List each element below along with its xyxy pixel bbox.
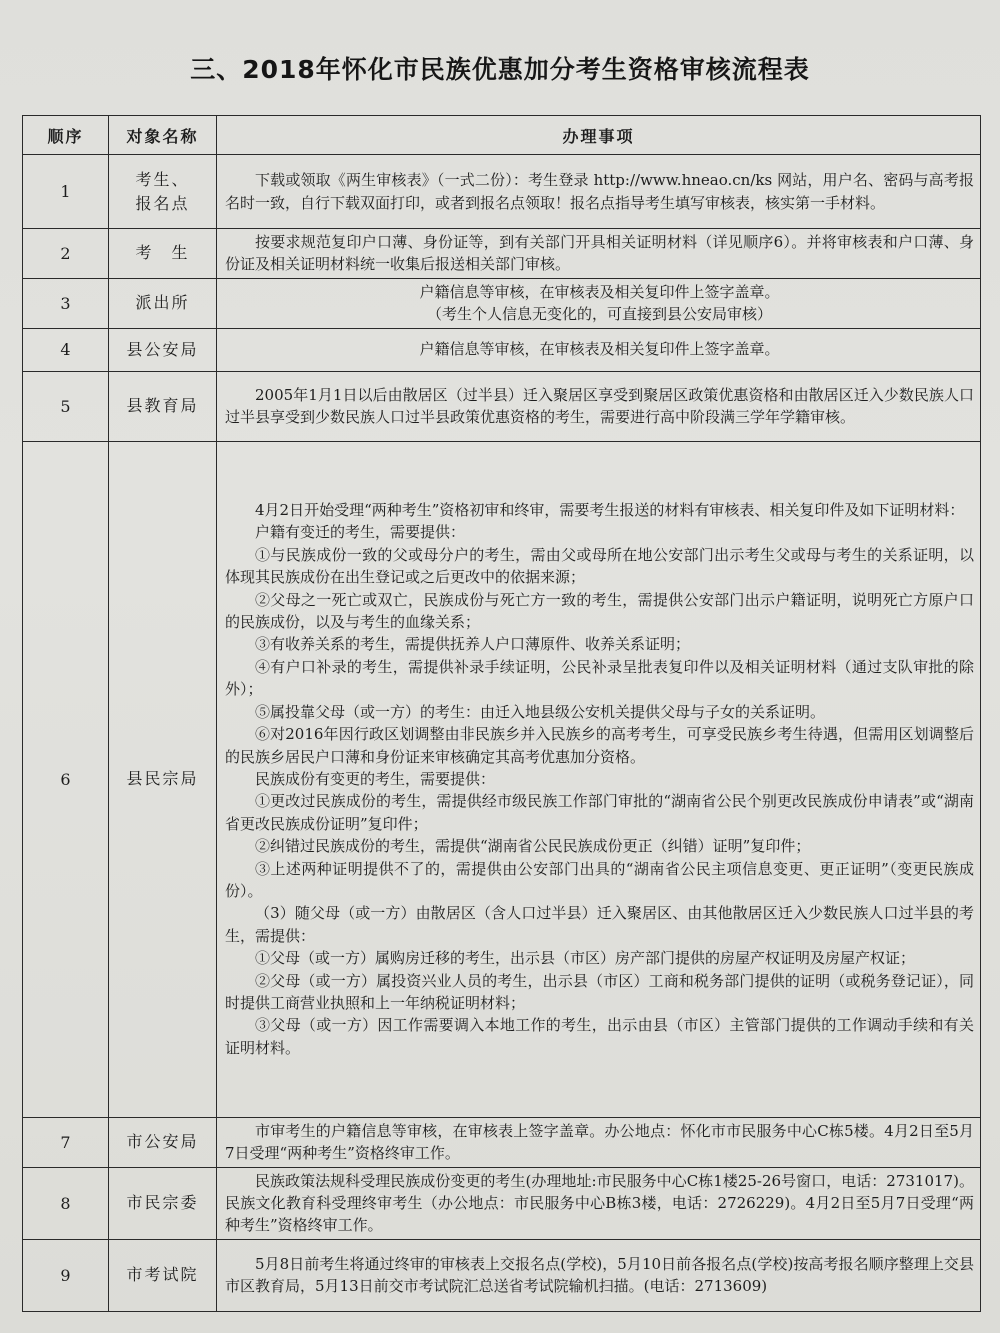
content-paragraph: 民族政策法规科受理民族成份变更的考生(办理地址:市民服务中心C栋1楼25-26号窗口，电话：2731017)。民族文化教育科受理终审考生（办公地点：市民服务中心B栋3楼，电话：2726229)。4月2日至5月7日受理“两种考生”资格终审工作。 — [225, 1171, 974, 1235]
content-paragraph: ④有户口补录的考生，需提供补录手续证明，公民补录呈批表复印件以及相关证明材料（通过支队审批的除外）； — [225, 657, 974, 699]
content-paragraph: （考生个人信息无变化的，可直接到县公安局审核） — [426, 305, 772, 324]
content-paragraph: ②纠错过民族成份的考生，需提供“湖南省公民民族成份更正（纠错）证明”复印件； — [255, 837, 811, 856]
content-paragraph: 2005年1月1日以后由散居区（过半县）迁入聚居区享受到聚居区政策优惠资格和由散居区迁入少数民族人口过半县享受到少数民族人口过半县政策优惠资格的考生，需要进行高中阶段满三学年学籍审核。 — [225, 385, 974, 427]
row-seq: 4 — [23, 328, 109, 371]
row-name — [109, 441, 217, 1117]
header-name: 对象名称 — [109, 116, 217, 155]
content-paragraph: ③上述两种证明提供不了的，需提供由公安部门出具的“湖南省公民主项信息变更、更正证明”（变更民族成份）。 — [225, 859, 974, 900]
row-seq: 5 — [23, 371, 109, 441]
row-seq: 6 — [23, 441, 109, 1117]
process-table — [22, 115, 981, 1312]
row-name-line: 县教育局 — [126, 396, 199, 416]
table-header-row — [23, 116, 981, 155]
row-name-line: 县民宗局 — [126, 769, 199, 789]
row-name — [109, 1117, 217, 1167]
row-content — [217, 229, 981, 279]
row-content — [217, 278, 981, 328]
content-paragraph: ①父母（或一方）属购房迁移的考生，出示县（市区）房产部门提供的房屋产权证明及房屋产权证； — [255, 949, 916, 968]
row-name-line: 市考试院 — [126, 1265, 199, 1285]
row-name-line: 派出所 — [135, 293, 190, 313]
row-name — [109, 229, 217, 279]
content-paragraph: ②父母之一死亡或双亡，民族成份与死亡方一致的考生，需提供公安部门出示户籍证明，说明死亡方原户口的民族成份，以及与考生的血缘关系； — [225, 590, 974, 632]
content-paragraph: ①更改过民族成份的考生，需提供经市级民族工作部门审批的“湖南省公民个别更改民族成份申请表”或“湖南省更改民族成份证明”复印件； — [225, 792, 974, 833]
page-title: 三、2018年怀化市民族优惠加分考生资格审核流程表 — [190, 55, 810, 84]
content-paragraph: ⑤属投靠父母（或一方）的考生：由迁入地县级公安机关提供父母与子女的关系证明。 — [255, 702, 826, 721]
content-paragraph: ②父母（或一方）属投资兴业人员的考生，出示县（市区）工商和税务部门提供的证明（或税务登记证），同时提供工商营业执照和上一年纳税证明材料； — [225, 971, 974, 1012]
row-content — [217, 1167, 981, 1239]
row-seq: 1 — [23, 155, 109, 229]
row-seq: 2 — [23, 229, 109, 279]
row-name — [109, 278, 217, 328]
row-content — [217, 371, 981, 441]
row-name — [109, 1167, 217, 1239]
row-seq: 3 — [23, 278, 109, 328]
row-name-line: 报名点 — [135, 193, 190, 213]
row-name — [109, 371, 217, 441]
content-paragraph: ⑥对2016年因行政区划调整由非民族乡并入民族乡的高考考生，可享受民族乡考生待遇，但需用区划调整后的民族乡居民户口薄和身份证来审核确定其高考优惠加分资格。 — [225, 725, 974, 766]
content-paragraph: 户籍信息等审核，在审核表及相关复印件上签字盖章。 — [419, 282, 780, 301]
row-seq: 8 — [23, 1167, 109, 1239]
content-paragraph: （3）随父母（或一方）由散居区（含人口过半县）迁入聚居区、由其他散居区迁入少数民族人口过半县的考生，需提供： — [225, 904, 974, 945]
table-row — [23, 328, 981, 371]
content-paragraph: ①与民族成份一致的父或母分户的考生，需由父或母所在地公安部门出示考生父或母与考生的关系证明，以体现其民族成份在出生登记或之后更改中的依据来源； — [225, 545, 974, 587]
row-name — [109, 328, 217, 371]
row-content — [217, 1117, 981, 1167]
content-paragraph: 按要求规范复印户口薄、身份证等，到有关部门开具相关证明材料（详见顺序6）。并将审核表和户口薄、身份证及相关证明材料统一收集后报送相关部门审核。 — [225, 233, 974, 274]
row-name-line: 县公安局 — [126, 339, 199, 359]
row-seq: 7 — [23, 1117, 109, 1167]
content-paragraph: 民族成份有变更的考生，需要提供： — [255, 769, 496, 788]
table-row — [23, 1167, 981, 1239]
row-name-line: 考 生 — [135, 243, 190, 263]
row-name — [109, 1239, 217, 1311]
content-paragraph: ③有收养关系的考生，需提供抚养人户口薄原件、收养关系证明； — [255, 635, 691, 654]
content-paragraph: 4月2日开始受理“两种考生”资格初审和终审，需要考生报送的材料有审核表、相关复印件及如下证明材料： — [255, 501, 965, 520]
table-row — [23, 278, 981, 328]
row-seq: 9 — [23, 1239, 109, 1311]
row-content — [217, 1239, 981, 1311]
content-paragraph: ③父母（或一方）因工作需要调入本地工作的考生，出示由县（市区）主管部门提供的工作调动手续和有关证明材料。 — [225, 1016, 974, 1057]
table-row — [23, 371, 981, 441]
row-content — [217, 328, 981, 371]
content-paragraph: 市审考生的户籍信息等审核，在审核表上签字盖章。办公地点：怀化市市民服务中心C栋5楼。4月2日至5月7日受理“两种考生”资格终审工作。 — [225, 1121, 974, 1163]
header-items: 办理事项 — [217, 116, 981, 155]
row-name-line: 市公安局 — [126, 1132, 199, 1152]
row-name — [109, 155, 217, 229]
content-paragraph: 户籍信息等审核，在审核表及相关复印件上签字盖章。 — [419, 340, 780, 359]
table-row — [23, 229, 981, 279]
row-content — [217, 155, 981, 229]
row-content — [217, 441, 981, 1117]
table-row — [23, 155, 981, 229]
content-paragraph: 户籍有变迁的考生，需要提供： — [255, 523, 466, 542]
row-name-line: 考生、 — [135, 169, 190, 189]
row-name-line: 市民宗委 — [126, 1193, 199, 1213]
table-row — [23, 1117, 981, 1167]
table-row — [23, 441, 981, 1117]
header-seq: 顺序 — [23, 116, 109, 155]
table-row — [23, 1239, 981, 1311]
content-paragraph: 5月8日前考生将通过终审的审核表上交报名点(学校)，5月10日前各报名点(学校)按高考报名顺序整理上交县市区教育局，5月13日前交市考试院汇总送省考试院输机扫描。(电话：2713609) — [225, 1254, 974, 1296]
content-paragraph: 下载或领取《两生审核表》（一式二份）：考生登录 http://www.hneao.cn/ks 网站，用户名、密码与高考报名时一致，自行下载双面打印，或者到报名点领取！报名点指导考生填写审核表，核实第一手材料。 — [225, 171, 974, 212]
